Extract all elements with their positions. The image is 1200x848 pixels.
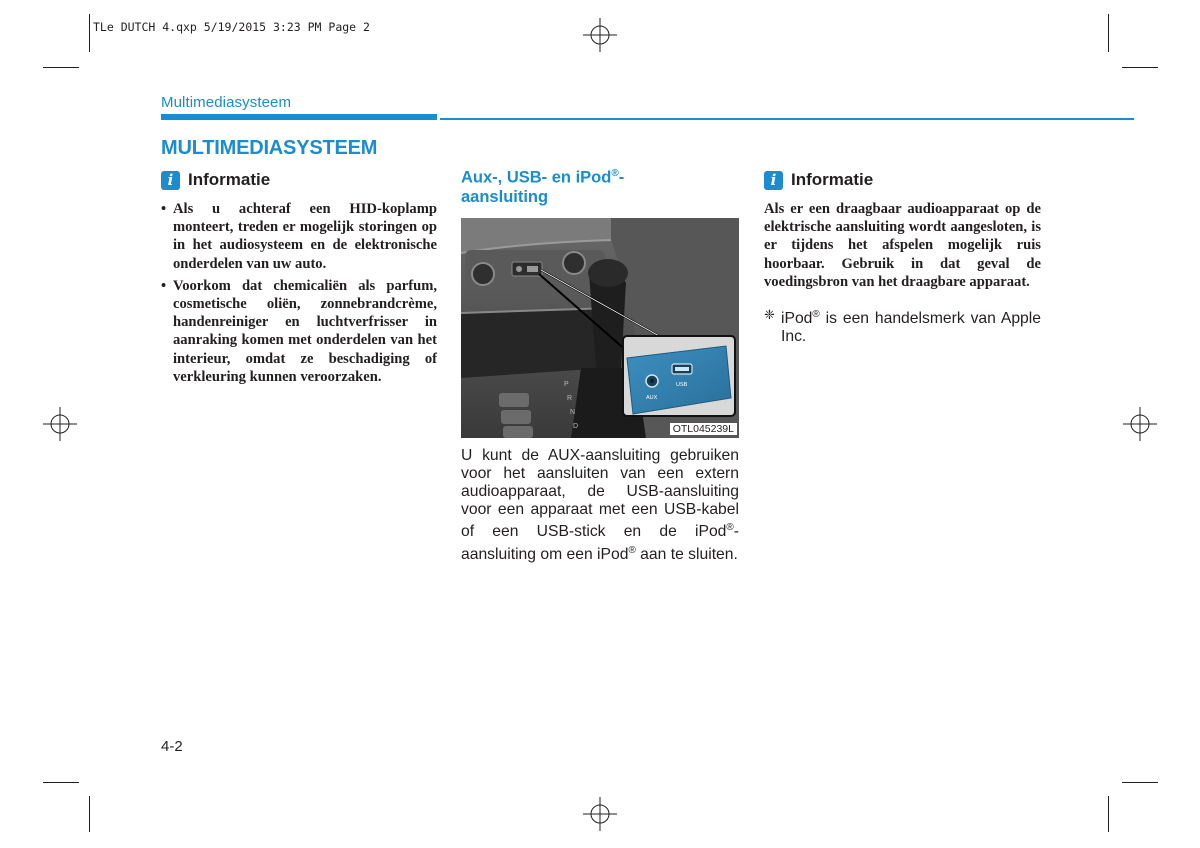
crop-mark [1108, 14, 1109, 52]
registration-mark-icon [583, 18, 617, 52]
usb-port-label: USB [676, 381, 688, 388]
aux-usb-section [461, 164, 739, 564]
crop-mark [89, 14, 90, 52]
info-heading [764, 170, 1041, 190]
section-header: Multimediasysteem [161, 94, 292, 111]
page-title: MULTIMEDIASYSTEEM [161, 137, 378, 159]
aux-port-label: AUX [646, 394, 658, 401]
info-bullet: • Voorkom dat chemicaliën als parfum, cosmetische oliën, zonnebrandcrème, handenreiniger en luchtverfrisser in aanraking komen met onderdelen van het interieur, omdat ze beschadiging of verkleuring kunnen veroorzaken. [161, 277, 437, 386]
shifter-letter-r: R [567, 394, 573, 402]
info-bullet-list [161, 200, 437, 386]
info-icon: i [161, 171, 180, 190]
registered-mark: ® [726, 522, 734, 534]
shifter-letter-n: N [570, 408, 576, 416]
body-text-part: aan te sluiten. [635, 545, 738, 563]
info-title: Informatie [791, 170, 874, 189]
note-text [781, 306, 1041, 347]
body-text-part: -aansluiting om een iPod [461, 523, 739, 563]
note-symbol-icon: ❈ [764, 307, 775, 323]
registration-mark-icon [1123, 407, 1157, 441]
subtitle-hyphen: - [618, 168, 625, 187]
info-body-text: Als er een draagbaar audioapparaat op de elektrische aansluiting wordt aangesloten, is er tijdens het afspelen mogelijk ruis hoorbaar. Gebruik in dat geval de voedingsbron van het draagbare apparaat. [764, 201, 1041, 290]
console-photo [461, 218, 739, 438]
subtitle-line2: aansluiting [461, 187, 549, 206]
header-rule-thick [161, 114, 437, 120]
registered-mark: ® [628, 544, 636, 556]
info-icon: i [764, 171, 783, 190]
aux-body-text [461, 447, 739, 565]
registered-mark: ® [812, 309, 820, 321]
shifter-letter-p: P [564, 380, 569, 388]
info-title: Informatie [188, 170, 271, 189]
info-heading [161, 170, 437, 190]
trademark-note [764, 306, 1041, 347]
header-rule-thin [440, 118, 1134, 120]
info-box-right [764, 170, 1041, 347]
registration-mark-icon [43, 407, 77, 441]
subtitle-text: Aux-, USB- en iPod [461, 168, 612, 187]
info-bullet: • Als u achteraf een HID-koplamp monteert, treden er mogelijk storingen op in het audiosysteem en de elektronische onderdelen van uw auto. [161, 200, 437, 273]
crop-mark [1122, 782, 1158, 783]
section-subtitle [461, 164, 739, 207]
crop-mark [89, 796, 90, 832]
crop-mark [43, 782, 79, 783]
crop-mark [1122, 67, 1158, 68]
info-box-left [161, 170, 437, 390]
note-text-part: iPod [781, 310, 813, 328]
body-text-part: U kunt de AUX-aansluiting gebruiken voor het aansluiten van een extern audioapparaat, de USB-aansluiting voor een apparaat met een USB-kabel of een USB-stick en de iPod [461, 446, 739, 541]
crop-mark [1108, 796, 1109, 832]
image-code: OTL045239L [670, 423, 737, 435]
shifter-letter-d: D [573, 422, 579, 430]
print-slug-line: TLe DUTCH 4.qxp 5/19/2015 3:23 PM Page 2 [93, 20, 370, 34]
registration-mark-icon [583, 797, 617, 831]
registered-mark: ® [611, 168, 619, 179]
crop-mark [43, 67, 79, 68]
note-text-part: is een handelsmerk van Apple Inc. [781, 310, 1041, 346]
page-number: 4-2 [161, 738, 183, 755]
